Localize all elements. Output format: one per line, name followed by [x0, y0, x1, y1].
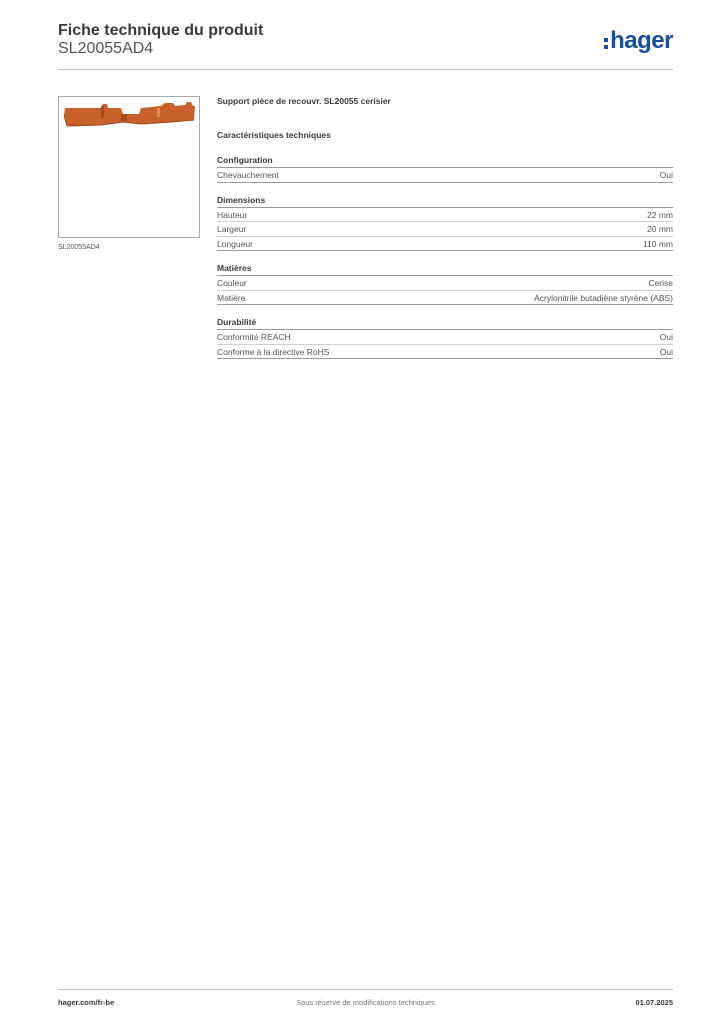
- spec-label: Hauteur: [217, 209, 248, 220]
- spec-label: Couleur: [217, 278, 247, 288]
- product-reference: SL20055AD4: [58, 40, 154, 57]
- logo-text: hager: [610, 27, 673, 54]
- spec-label: Conformité REACH: [217, 332, 291, 342]
- spec-row: [217, 345, 673, 360]
- spec-row: [217, 168, 673, 183]
- spec-group-title: Dimensions: [217, 195, 673, 208]
- spec-label: Longueur: [217, 238, 253, 249]
- spec-label: Matière: [217, 292, 246, 303]
- spec-value: 22 mm: [647, 209, 673, 220]
- product-image: [58, 96, 200, 238]
- logo-colon-icon: [604, 38, 608, 49]
- spec-row: [217, 208, 673, 223]
- spec-group-dimensions: [217, 195, 673, 252]
- product-name: Support pièce de recouvr. SL20055 cerisier: [217, 96, 391, 106]
- header-divider: [58, 69, 673, 70]
- spec-value: Acrylonitrile butadiène styrène (ABS): [534, 292, 673, 303]
- spec-value: Cerise: [648, 278, 673, 288]
- spec-row: [217, 222, 673, 237]
- product-details: [217, 96, 673, 359]
- spec-value: 20 mm: [647, 224, 673, 234]
- spec-value: Oui: [659, 170, 673, 180]
- spec-label: Chevauchement: [217, 170, 279, 180]
- spec-row: [217, 276, 673, 291]
- product-photo-icon: [61, 100, 197, 130]
- image-caption: SL20055AD4: [58, 244, 100, 251]
- spec-group-title: Durabilité: [217, 317, 673, 330]
- spec-value: Oui: [659, 346, 673, 357]
- footer-divider: [58, 989, 673, 990]
- spec-group-title: Matières: [217, 263, 673, 276]
- specs-title: Caractéristiques techniques: [217, 130, 331, 140]
- page-header: [58, 22, 673, 70]
- spec-label: Conforme à la directive RoHS: [217, 346, 330, 357]
- footer-date: 01.07.2025: [635, 998, 673, 1007]
- footer-disclaimer: Sous réserve de modifications techniques: [296, 998, 435, 1007]
- spec-row: [217, 237, 673, 252]
- spec-value: Oui: [659, 332, 673, 342]
- spec-row: [217, 330, 673, 345]
- spec-group-materials: [217, 263, 673, 305]
- hager-logo: [604, 27, 673, 55]
- spec-group-configuration: [217, 155, 673, 183]
- document-title: Fiche technique du produit: [58, 22, 264, 39]
- page-footer: [58, 998, 673, 1010]
- spec-group-title: Configuration: [217, 155, 673, 168]
- spec-group-durability: [217, 317, 673, 359]
- spec-value: 110 mm: [642, 238, 673, 249]
- footer-website-link[interactable]: hager.com/fr-be: [58, 998, 115, 1007]
- spec-row: [217, 291, 673, 306]
- spec-label: Largeur: [217, 224, 247, 234]
